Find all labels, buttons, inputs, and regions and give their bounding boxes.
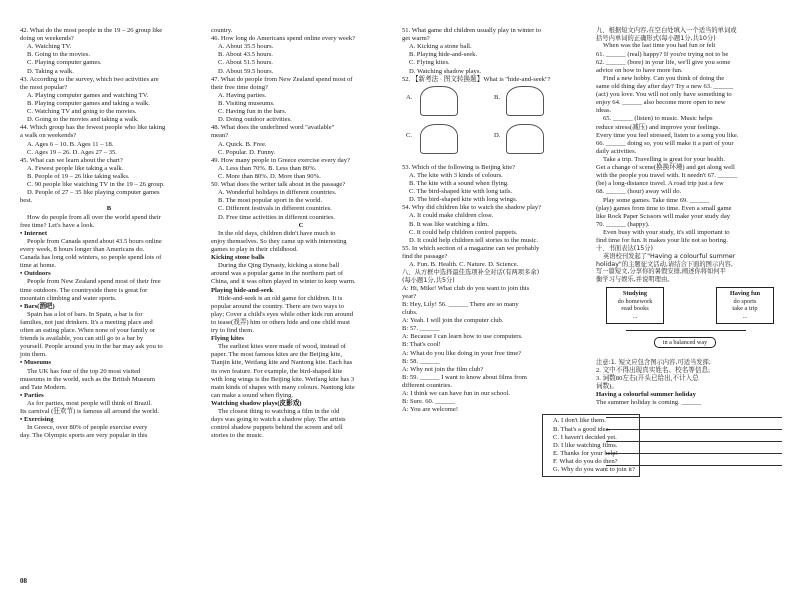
col2-line: C. Having fun in the bars. xyxy=(218,108,287,116)
col1-line: D. Going to the movies and taking a walk. xyxy=(27,116,139,124)
col1-line: yourself. People around you in the bar may ask you to xyxy=(20,343,163,351)
col1-line: B. Playing computer games and taking a walk. xyxy=(27,99,150,107)
col3b-line: 八、从方框中选择最佳选项补全对话(有两项多余) xyxy=(402,269,540,277)
col3b-line: A: What do you like doing in your free time? xyxy=(402,349,522,357)
col3b-line: D. The bird-shaped kite with long wings. xyxy=(409,196,518,204)
col2-line: stories to the music. xyxy=(211,432,264,440)
col4b-line: 注意:1. 短文应包含图示内容,可适当发挥; xyxy=(596,358,712,366)
col1-line: 43. According to the survey, which two activities are xyxy=(20,75,159,83)
col1-line: People from New Zealand spend most of their free xyxy=(27,278,161,286)
column-4 xyxy=(596,27,782,467)
col2-line: C. Different festivals in different countries. xyxy=(218,205,332,213)
col3b-line: B. It was like watching a film. xyxy=(409,220,489,228)
col4a-line: holiday"的主题征文活动,请结合下面的图示内容, xyxy=(596,260,733,268)
col4a-line: find time for fun. It makes your life not so boring. xyxy=(596,237,728,245)
options-line: B. That's a good idea. xyxy=(553,425,611,433)
pic-label-b: B. xyxy=(494,93,501,101)
col3b-line: D. It could help children tell stories to the music. xyxy=(409,236,539,244)
col1-line: Spain has a lot of bars. In Spain, a bar is for xyxy=(27,310,143,318)
col3b-line: C. The bird-shaped kite with long tails. xyxy=(409,188,513,196)
col2-line: play; Cover a child's eyes while other kids run around xyxy=(211,310,354,318)
col2-line: try to find them. xyxy=(211,327,254,335)
col3b-line: B: 59. ______ I want to know about films from xyxy=(402,373,527,381)
col3b-line: A: Because I can learn how to use computers. xyxy=(402,333,523,341)
col4a-line: with the people you travel with. It needn't 67. ______ xyxy=(596,172,738,180)
col2-line: 47. What do people from New Zealand spend most of xyxy=(211,75,353,83)
col2-line: mean? xyxy=(211,132,229,140)
page-number: 08 xyxy=(20,577,27,586)
col1-line: C. Watching TV and going to the movies. xyxy=(27,108,137,116)
pic-label-a: A. xyxy=(406,93,413,101)
col1-line: B. Going to the movies. xyxy=(27,51,91,59)
col3b-line: B: 57. ______ xyxy=(402,325,440,333)
col1-line: Its carnival (狂欢节) is famous all around the world. xyxy=(20,408,159,416)
col2-line: C. More than 80%. D. More than 90%. xyxy=(218,172,321,180)
balance-label: in a balanced way xyxy=(654,337,716,348)
col1-line: • Outdoors xyxy=(20,270,51,278)
col2-line: A. About 35.5 hours. xyxy=(218,43,274,51)
col3b-line: B: Hey, Lily! 56. ______ There are so many xyxy=(402,300,519,308)
col2-line: paper. The most famous kites are the Beijing kite, xyxy=(211,351,342,359)
col3a-line: A. Kicking a stone ball. xyxy=(409,43,472,51)
col3b-line: A: Yeah. I will join the computer club. xyxy=(402,317,504,325)
col3b-line: A. The kite with 3 kinds of colours. xyxy=(409,171,503,179)
col2-line: Flying kites xyxy=(211,335,244,343)
col1-line: best. xyxy=(20,197,33,205)
col1-line: • Museums xyxy=(20,359,52,367)
col3b-line: B: Sure. 60. ______ xyxy=(402,398,455,406)
col4a-line: Even busy with your study, it's still important to xyxy=(603,228,730,236)
col4b-line: Having a colourful summer holiday xyxy=(596,390,696,398)
writing-line xyxy=(606,455,782,466)
col4a-line: 写一篇短文,分享你的暑假安排,阐述你将如何平 xyxy=(596,268,726,276)
writing-line xyxy=(606,419,782,430)
col1-line: How do people from all over the world spend their xyxy=(27,213,161,221)
col2-line: D. Free time activities in different countries. xyxy=(218,213,336,221)
col1-line: C. Ages 19 – 26. D. Ages 27 – 35. xyxy=(27,148,117,156)
col4a-line: Find a new hobby. Can you think of doing the xyxy=(603,74,725,82)
col1-line: People from Canada spend about 43.5 hours online xyxy=(27,237,162,245)
col4a-line: enjoy 64. ______ also become more open to new xyxy=(596,99,726,107)
col1-line: The UK has four of the top 20 most visited xyxy=(27,367,141,375)
col2-line: Kicking stone balls xyxy=(211,254,265,262)
col4a-line: 英语校刊发起了"Having a colourful summer xyxy=(603,252,736,260)
balance-beam xyxy=(626,330,746,331)
col2-line: main kinds of shapes with many colours. Nantong kite xyxy=(211,383,355,391)
col1-line: mountain climbing and water sports. xyxy=(20,294,117,302)
writing-line xyxy=(606,431,782,442)
col1-line: • Internet xyxy=(20,229,48,237)
col3a-line: 51. What game did children usually play in winter to xyxy=(402,27,542,34)
col4b-line: 2. 文中不得出现真实姓名、校名等信息; xyxy=(596,366,710,374)
col2-line: to tease(戏弄) him or others hide and one child must xyxy=(211,318,350,326)
col1-line: free time? Let's have a look. xyxy=(20,221,95,229)
col2-line: Playing hide-and-seek xyxy=(211,286,274,294)
col4a-line: 括号内单词的正确形式(每小题1分,共10分) xyxy=(596,34,716,42)
col1-line: D. People of 27 – 35 like playing computer games xyxy=(27,189,160,197)
col2-line: with long wings is the Beijing kite. Weifang kite has 3 xyxy=(211,375,355,383)
col2-line: Watching shadow plays(皮影戏) xyxy=(211,400,302,408)
picture-c xyxy=(420,124,458,154)
col1-line: and Tate Modern. xyxy=(20,383,67,391)
options-line: D. I like watching films. xyxy=(553,441,618,449)
col1-line: museums in the world, such as the British Museum xyxy=(20,375,155,383)
questions-51-52 xyxy=(402,27,585,84)
col2-line: B. The most popular sport in the world. xyxy=(218,197,323,205)
pic-label-d: D. xyxy=(494,131,501,139)
col4a-line: 62. ______ (bore) in your life, we'll give you some xyxy=(596,58,731,66)
options-line: F. What do you do then? xyxy=(553,457,618,465)
options-line: C. I haven't decided yet. xyxy=(553,433,617,441)
col3b-line: different countries. xyxy=(402,381,453,389)
col3a-line: get warm? xyxy=(402,35,430,43)
col2-line: 49. How many people in Greece exercise every day? xyxy=(211,156,350,164)
col2-line: D. About 59.5 hours. xyxy=(218,67,274,75)
col2-line: China, and it was often played in winter to keep warm. xyxy=(211,278,356,286)
picture-b xyxy=(506,86,544,116)
col4a-line: 70. ______ (happy). xyxy=(596,220,650,228)
col2-line: popular around the country. There are two ways to xyxy=(211,302,344,310)
col3b-line: 53. Which of the following is Beijing kite? xyxy=(402,163,516,171)
col1-line: A. Ages 6 – 10. B. Ages 11 – 18. xyxy=(27,140,114,148)
writing-line xyxy=(606,407,782,418)
col3b-line: 55. In which section of a magazine can we probably xyxy=(402,244,540,252)
col1-line: C. 90 people like watching TV in the 19 – 26 group. xyxy=(27,181,165,189)
col3a-line: B. Playing hide-and-seek. xyxy=(409,51,478,59)
col1-line: 45. What can we learn about the chart? xyxy=(20,156,123,164)
col3b-line: clubs. xyxy=(402,308,418,316)
col3b-line: B: That's cool! xyxy=(402,341,441,349)
writing-notes xyxy=(596,359,782,407)
col3b-line: A. Fun. B. Health. C. Nature. D. Science. xyxy=(409,261,519,269)
col3b-line: C. It could help children control puppets. xyxy=(409,228,518,236)
col1-line: As for parties, most people will think of Brazil. xyxy=(27,400,152,408)
col2-line: During the Qing Dynasty, kicking a stone ball xyxy=(218,262,340,270)
col3b-line: find the passage? xyxy=(402,252,448,260)
col4a-line: reduce stress(减压) and improve your feelings. xyxy=(596,123,721,131)
options-line: A. I don't like them. xyxy=(553,417,606,425)
questions-53-60 xyxy=(402,164,585,415)
col2-line: Tianjin kite, Weifang kite and Nantong kite. Each has xyxy=(211,359,353,367)
col4b-line: 词数)。 xyxy=(596,382,618,390)
col1-line: • Parties xyxy=(20,391,44,399)
col4a-line: Play some games. Take time 69. ______ xyxy=(603,196,710,204)
col2-line: B. About 43.5 hours. xyxy=(218,51,273,59)
col2-line: Hide-and-seek is an old game for children. It is xyxy=(218,294,343,302)
col4a-line: When was the last time you had fun or felt xyxy=(603,42,716,50)
col1-line: a walk on weekends? xyxy=(20,132,77,140)
balance-diagram xyxy=(596,287,782,359)
writing-line xyxy=(606,443,782,454)
col4a-line: Every time you feel stressed, listen to a song you like. xyxy=(596,131,739,139)
col2-line: its own feature. For example, the bird-shaped kite xyxy=(211,367,343,375)
col4a-line: 十、书面表达(15分) xyxy=(596,245,654,253)
col2-line: The closest thing to watching a film in the old xyxy=(218,408,340,416)
col3b-line: (每小题1分,共5分) xyxy=(402,276,455,284)
col4a-line: 九、根据短文内容,在空白处填入一个适当的单词或 xyxy=(596,27,737,34)
col2-line: days was going to watch a shadow play. The artists xyxy=(211,416,346,424)
col3b-line: A. It could make children close. xyxy=(409,212,494,220)
col2-line: D. Doing outdoor activities. xyxy=(218,116,292,124)
col1-line: 42. What do the most people in the 19 – 26 group like xyxy=(20,27,163,34)
col2-line: A. Wonderful holidays in different countries. xyxy=(218,189,337,197)
col3a-line: C. Flying kites. xyxy=(409,59,450,67)
col4a-line: Take a trip. Travelling is great for your health. xyxy=(603,156,725,163)
col2-line: B. Visiting museums. xyxy=(218,99,275,107)
col2-line: around was a popular game in the northern part of xyxy=(211,270,344,278)
col2-line: enjoy themselves. So they came up with interesting xyxy=(211,237,347,245)
col1-line: day. The Olympic sports are very popular in this xyxy=(20,432,148,440)
col2-line: games to play in their childhood. xyxy=(211,245,298,253)
column-1 xyxy=(20,27,198,441)
col2-line: A. Quick. B. Free. xyxy=(218,140,267,148)
col2-line: country. xyxy=(211,27,233,34)
hide-and-seek-pictures xyxy=(402,84,585,164)
col2-line: 48. What does the underlined word "available" xyxy=(211,124,335,132)
col3b-line: A: You are welcome! xyxy=(402,406,459,414)
col4a-line: 68. ______ (hour) away will do. xyxy=(596,188,682,196)
col3b-line: B. The kite with a sound when flying. xyxy=(409,179,509,187)
col1-line: families, not just drinkers. It's a meeting place and xyxy=(20,318,153,326)
col4a-line: (act) you love. You will not only have something to xyxy=(596,91,732,99)
col2-line: C. Popular. D. Funny. xyxy=(218,148,276,156)
col2-line: The earliest kites were made of wood, instead of xyxy=(218,343,346,351)
col2-line: A. Having parties. xyxy=(218,91,267,99)
col3b-line: year? xyxy=(402,292,417,300)
col1-line: A. Fewest people like taking a walk. xyxy=(27,164,124,172)
col4a-line: daily activities. xyxy=(596,147,637,155)
col4a-line: 65. ______ (listen) to music. Music helps xyxy=(603,115,713,123)
col4a-line: Get a change of scene(换换环境) and get along well xyxy=(596,164,735,172)
col1-line: D. Taking a walk. xyxy=(27,67,74,75)
col1-line: the most popular? xyxy=(20,83,68,91)
pic-label-c: C. xyxy=(406,131,413,139)
col2-line: In the old days, children didn't have much to xyxy=(218,229,336,237)
col2-line: control shadow puppets behind the screen and tell xyxy=(211,424,343,432)
col4a-line: like Rock Paper Scissors will make your study day xyxy=(596,212,731,220)
col3b-line: A: I think we can have fun in our school. xyxy=(402,390,511,398)
col1-line: • Exercising xyxy=(20,416,54,424)
col3b-line: A: Hi, Mike! What club do you want to join this xyxy=(402,284,530,292)
col1-line: every week, 8 hours longer than Americans do. xyxy=(20,245,145,253)
col2-line: C. About 51.5 hours. xyxy=(218,59,273,67)
col1-line: C. Playing computer games. xyxy=(27,59,102,67)
picture-d xyxy=(506,124,544,154)
col1-line: 44. Which group has the fewest people who like taking xyxy=(20,124,166,132)
col3b-line: 54. Why did children like to watch the shadow play? xyxy=(402,204,542,212)
col2-line: 46. How long do Americans spend online every week? xyxy=(211,35,356,43)
col2-line: can make a sound when flying. xyxy=(211,391,294,399)
col1-line: • Bars(酒吧) xyxy=(20,302,55,310)
col1-line: time at home. xyxy=(20,262,57,270)
col3a-line: D. Watching shadow plays. xyxy=(409,67,482,75)
picture-a xyxy=(420,86,458,116)
col4a-line: ideas. xyxy=(596,107,612,115)
col3b-line: B: 58. ______ xyxy=(402,357,440,365)
col1-line: B xyxy=(106,205,112,213)
col2-line: C xyxy=(298,221,304,229)
col3a-line: 52. 【新考法 · 图文转换题】What is "hide-and-seek"? xyxy=(402,75,551,83)
options-line: G. Why do you want to join it? xyxy=(553,466,635,474)
col4a-line: (be) a long-distance travel. A road trip just a few xyxy=(596,180,724,188)
col4b-line: The summer holiday is coming. ______ xyxy=(596,399,702,407)
cloze-and-writing xyxy=(596,27,782,284)
col1-line: friends is available, you can still go to a bar by xyxy=(20,335,144,343)
column-2 xyxy=(211,27,391,441)
col1-line: In Greece, over 80% of people exercise every xyxy=(27,424,148,432)
col1-line: often an eating place. When none of your family or xyxy=(20,327,156,335)
col4a-line: same old thing day after day? Try a new 63. ______ xyxy=(596,83,734,91)
col2-line: 50. What does the writer talk about in the passage? xyxy=(211,181,346,189)
having-fun-box: Having fun do sports take a trip ... xyxy=(716,287,774,324)
col4b-line: 3. 词数80左右(开头已给出,不计入总 xyxy=(596,374,699,382)
col1-line: A. Watching TV. xyxy=(27,43,72,51)
col4a-line: 衡学习与娱乐,并说明理由。 xyxy=(596,276,674,284)
col4a-line: (play) games from time to time. Even a small game xyxy=(596,204,732,212)
col2-line: A. Less than 70%. B. Less than 80%. xyxy=(218,164,317,172)
col4a-line: advice on how to have more fun. xyxy=(596,66,683,74)
col1-line: doing on weekends? xyxy=(20,35,74,43)
studying-box: Studying do homework read books ... xyxy=(606,287,664,324)
col3b-line: A: Why not join the film club? xyxy=(402,365,484,373)
col2-line: their free time doing? xyxy=(211,83,268,91)
col4a-line: 66. ______ doing so, you will make it a part of your xyxy=(596,139,734,147)
col1-line: B. People of 19 – 26 like taking walks. xyxy=(27,172,130,180)
col4a-line: 61. ______ (real) happy? If you're trying not to be xyxy=(596,50,729,58)
col1-line: join them. xyxy=(20,351,47,359)
col1-line: Canada has long cold winters, so people spend lots of xyxy=(20,254,162,262)
col1-line: A. Playing computer games and watching TV. xyxy=(27,91,149,99)
col1-line: time outdoors. The countryside there is great for xyxy=(20,286,148,294)
options-line: E. Thanks for your help! xyxy=(553,449,618,457)
